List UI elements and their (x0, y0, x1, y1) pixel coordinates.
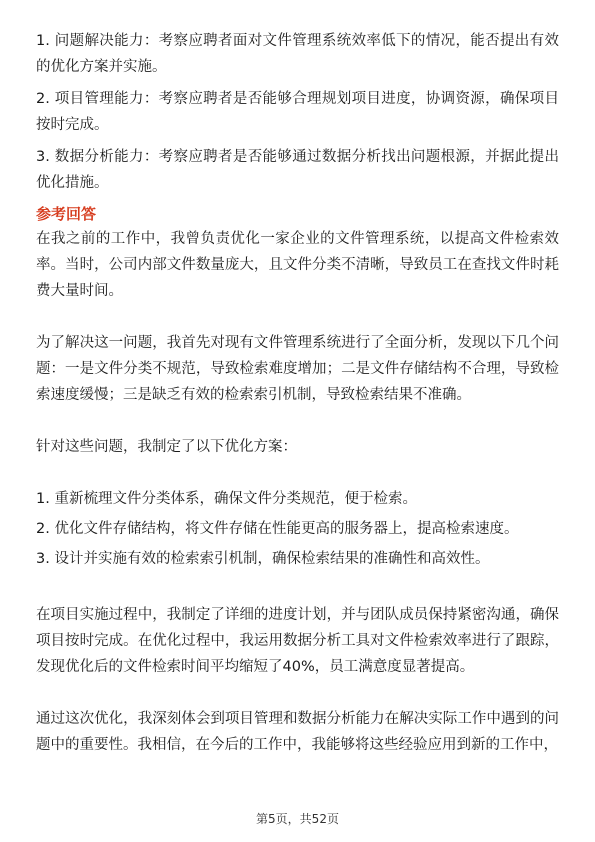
paragraph-spacer (36, 304, 559, 330)
list-item: 2. 优化文件存储结构，将文件存储在性能更高的服务器上，提高检索速度。 (36, 521, 519, 537)
answer-heading: 参考回答 (36, 205, 97, 223)
list-item: 3. 设计并实施有效的检索索引机制，确保检索结果的准确性和高效性。 (36, 551, 490, 567)
paragraph-spacer (36, 408, 559, 434)
answer-paragraph-plan-intro: 针对这些问题，我制定了以下优化方案： (36, 439, 297, 455)
optimization-steps-list (36, 486, 559, 572)
list-item: 1. 重新梳理文件分类体系，确保文件分类规范，便于检索。 (36, 491, 417, 507)
criteria-item-problem-solving: 1. 问题解决能力：考察应聘者面对文件管理系统效率低下的情况，能否提出有效的优化方案并实施。 (36, 33, 559, 75)
paragraph-spacer (36, 576, 559, 602)
page-number: 第5页，共52页 (256, 812, 339, 826)
evaluation-criteria (36, 28, 559, 196)
answer-paragraph-reflection: 通过这次优化，我深刻体会到项目管理和数据分析能力在解决实际工作中遇到的问题中的重要性。我相信，在今后的工作中，我能够将这些经验应用到新的工作中， (36, 711, 559, 753)
paragraph-spacer (36, 460, 559, 486)
paragraph-spacer (36, 680, 559, 706)
answer-paragraph-execution: 在项目实施过程中，我制定了详细的进度计划，并与团队成员保持紧密沟通，确保项目按时完成。在优化过程中，我运用数据分析工具对文件检索效率进行了跟踪，发现优化后的文件检索时间平均缩短了40%，员工满意度显著提高。 (36, 607, 559, 675)
criteria-item-data-analysis: 3. 数据分析能力：考察应聘者是否能够通过数据分析找出问题根源，并据此提出优化措施。 (36, 149, 559, 191)
answer-paragraph-analysis: 为了解决这一问题，我首先对现有文件管理系统进行了全面分析，发现以下几个问题：一是文件分类不规范，导致检索难度增加；二是文件存储结构不合理，导致检索速度缓慢；三是缺乏有效的检索索引机制，导致检索结果不准确。 (36, 335, 559, 403)
page-content (36, 28, 559, 758)
answer-paragraph-background: 在我之前的工作中，我曾负责优化一家企业的文件管理系统，以提高文件检索效率。当时，公司内部文件数量庞大，且文件分类不清晰，导致员工在查找文件时耗费大量时间。 (36, 231, 559, 299)
criteria-item-project-management: 2. 项目管理能力：考察应聘者是否能够合理规划项目进度，协调资源，确保项目按时完成。 (36, 91, 559, 133)
